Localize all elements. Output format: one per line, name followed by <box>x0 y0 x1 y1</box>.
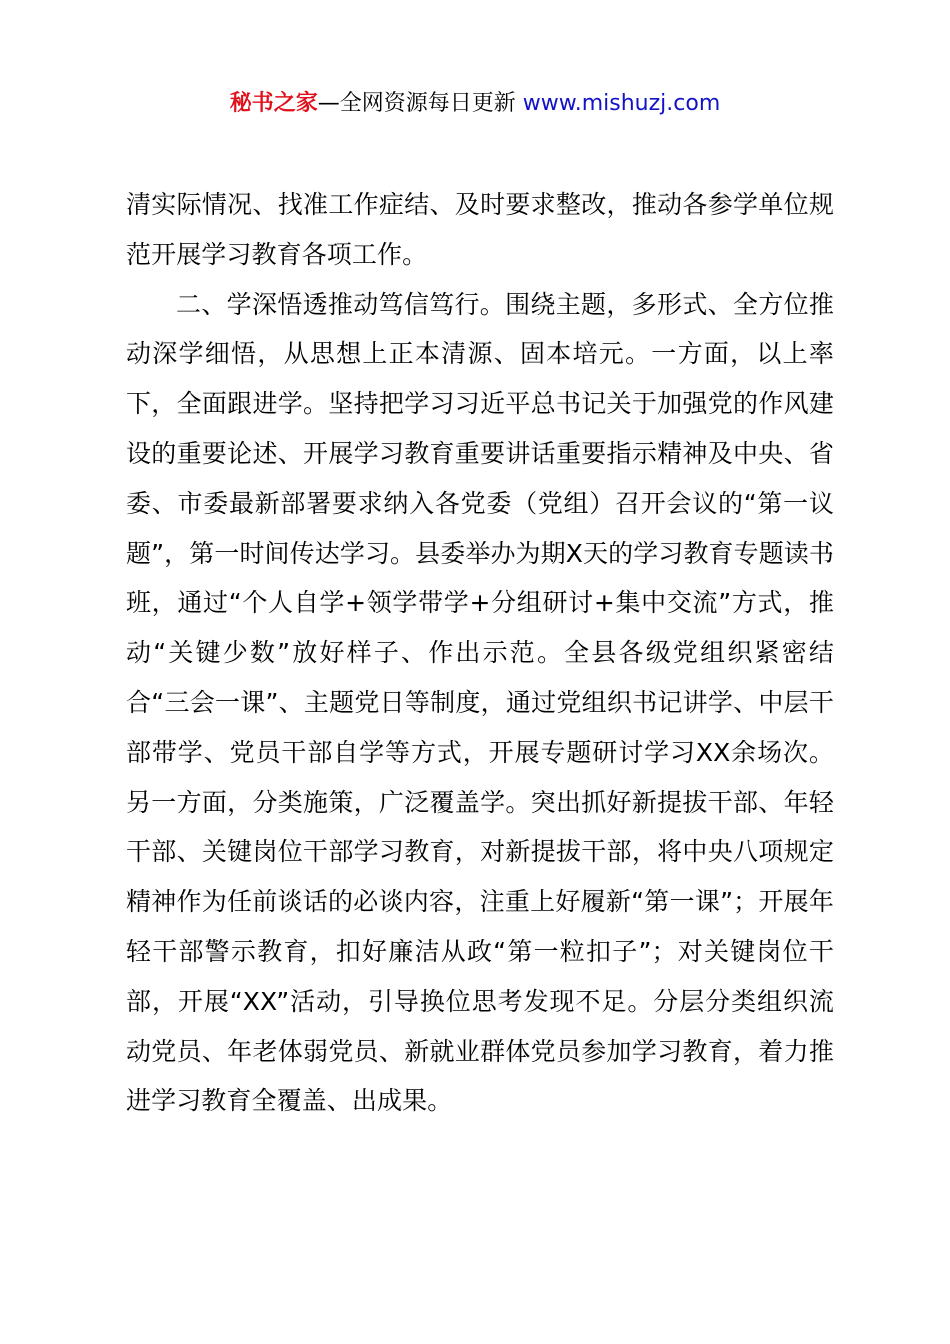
paragraph-continuation: 清实际情况、找准工作症结、及时要求整改，推动各参学单位规范开展学习教育各项工作。 <box>126 190 834 269</box>
page-header <box>0 86 950 122</box>
header-url-link[interactable]: www.mishuzj.com <box>522 91 721 116</box>
paragraph-section-two: 二、学深悟透推动笃信笃行。围绕主题，多形式、全方位推动深学细悟，从思想上正本清源、固本培元。一方面，以上率下，全面跟进学。坚持把学习习近平总书记关于加强党的作风建设的重要论述、开展学习教育重要讲话重要指示精神及中央、省委、市委最新部署要求纳入各党委（党组）召开会议的“第一议题”，第一时间传达学习。县委举办为期X天的学习教育专题读书班，通过“个人自学+领学带学+分组研讨+集中交流”方式，推动“关键少数”放好样子、作出示范。全县各级党组织紧密结合“三会一课”、主题党日等制度，通过党组织书记讲学、中层干部带学、党员干部自学等方式，开展专题研讨学习XX余场次。另一方面，分类施策，广泛覆盖学。突出抓好新提拔干部、年轻干部、关键岗位干部学习教育，对新提拔干部，将中央八项规定精神作为任前谈话的必谈内容，注重上好履新“第一课”；开展年轻干部警示教育，扣好廉洁从政“第一粒扣子”；对关键岗位干部，开展“XX”活动，引导换位思考发现不足。分层分类组织流动党员、年老体弱党员、新就业群体党员参加学习教育，着力推进学习教育全覆盖、出成果。 <box>126 289 834 1116</box>
header-slogan: —全网资源每日更新 <box>317 91 516 116</box>
document-body <box>126 180 834 1126</box>
header-brand: 秘书之家 <box>229 91 318 116</box>
